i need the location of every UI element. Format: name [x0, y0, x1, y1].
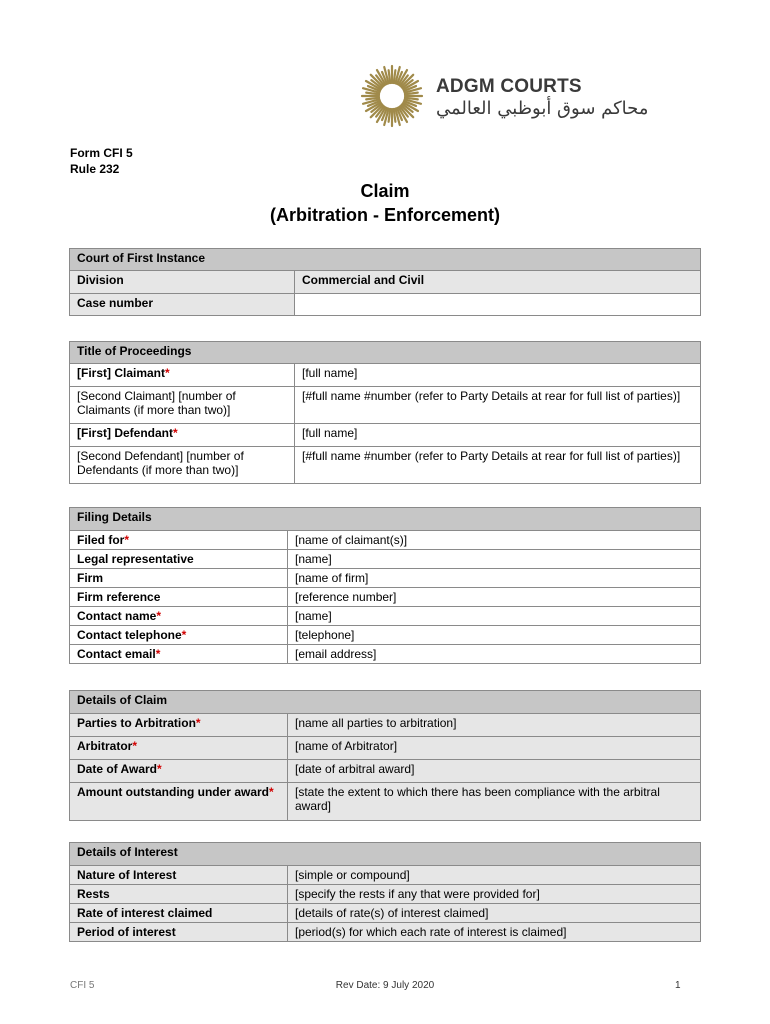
claim-label: Parties to Arbitration*	[70, 714, 288, 737]
form-number: Form CFI 5	[70, 146, 133, 160]
claim-field[interactable]: [state the extent to which there has been compliance with the arbitral award]	[288, 783, 701, 821]
filing-label: Filed for*	[70, 531, 288, 550]
filing-field[interactable]: [reference number]	[288, 588, 701, 607]
claim-table	[69, 690, 701, 821]
filing-field[interactable]: [name of claimant(s)]	[288, 531, 701, 550]
filing-field[interactable]: [name]	[288, 550, 701, 569]
claim-heading: Details of Claim	[70, 691, 701, 714]
filing-label: Contact email*	[70, 645, 288, 664]
claim-field[interactable]: [date of arbitral award]	[288, 760, 701, 783]
adgm-courts-logo	[360, 64, 720, 128]
interest-table	[69, 842, 701, 942]
claimant-label: [First] Claimant*	[70, 364, 295, 387]
case-number-field[interactable]	[295, 294, 701, 316]
court-table	[69, 248, 701, 316]
filing-label: Legal representative	[70, 550, 288, 569]
proceedings-table	[69, 341, 701, 484]
proceedings-heading: Title of Proceedings	[70, 342, 701, 364]
defendant-label: [First] Defendant*	[70, 424, 295, 447]
claim-label: Amount outstanding under award*	[70, 783, 288, 821]
interest-label: Rate of interest claimed	[70, 904, 288, 923]
second-defendant-field[interactable]: [#full name #number (refer to Party Details at rear for full list of parties)]	[295, 447, 701, 484]
court-heading: Court of First Instance	[70, 249, 701, 271]
logo-text-english: ADGM COURTS	[436, 76, 582, 97]
second-claimant-label: [Second Claimant] [number of Claimants (if more than two)]	[70, 387, 295, 424]
claim-label: Date of Award*	[70, 760, 288, 783]
interest-label: Rests	[70, 885, 288, 904]
claimant-field[interactable]: [full name]	[295, 364, 701, 387]
document-subtitle: (Arbitration - Enforcement)	[269, 205, 500, 225]
rule-number: Rule 232	[70, 162, 120, 176]
case-number-label: Case number	[70, 294, 295, 316]
interest-label: Period of interest	[70, 923, 288, 942]
claim-field[interactable]: [name of Arbitrator]	[288, 737, 701, 760]
interest-field[interactable]: [period(s) for which each rate of interest is claimed]	[288, 923, 701, 942]
footer-form-code: CFI 5	[70, 980, 95, 991]
interest-label: Nature of Interest	[70, 866, 288, 885]
filing-label: Contact telephone*	[70, 626, 288, 645]
interest-field[interactable]: [details of rate(s) of interest claimed]	[288, 904, 701, 923]
second-claimant-field[interactable]: [#full name #number (refer to Party Details at rear for full list of parties)]	[295, 387, 701, 424]
footer-rev-date: Rev Date: 9 July 2020	[335, 980, 435, 991]
logo-text-arabic: محاكم سوق أبوظبي العالمي	[436, 98, 649, 119]
interest-heading: Details of Interest	[70, 843, 701, 866]
form-meta	[70, 145, 133, 177]
filing-label: Firm	[70, 569, 288, 588]
division-label: Division	[70, 271, 295, 294]
filing-field[interactable]: [name of firm]	[288, 569, 701, 588]
second-defendant-label: [Second Defendant] [number of Defendants (if more than two)]	[70, 447, 295, 484]
filing-heading: Filing Details	[70, 508, 701, 531]
claim-label: Arbitrator*	[70, 737, 288, 760]
filing-label: Contact name*	[70, 607, 288, 626]
filing-label: Firm reference	[70, 588, 288, 607]
claim-field[interactable]: [name all parties to arbitration]	[288, 714, 701, 737]
interest-field[interactable]: [simple or compound]	[288, 866, 701, 885]
filing-field[interactable]: [email address]	[288, 645, 701, 664]
footer-page-number: 1	[675, 980, 681, 991]
filing-field[interactable]: [telephone]	[288, 626, 701, 645]
filing-field[interactable]: [name]	[288, 607, 701, 626]
sunburst-logo-icon	[360, 64, 424, 128]
filing-table	[69, 507, 701, 664]
document-title: Claim	[360, 181, 410, 201]
defendant-field[interactable]: [full name]	[295, 424, 701, 447]
interest-field[interactable]: [specify the rests if any that were provided for]	[288, 885, 701, 904]
division-value: Commercial and Civil	[295, 271, 701, 294]
